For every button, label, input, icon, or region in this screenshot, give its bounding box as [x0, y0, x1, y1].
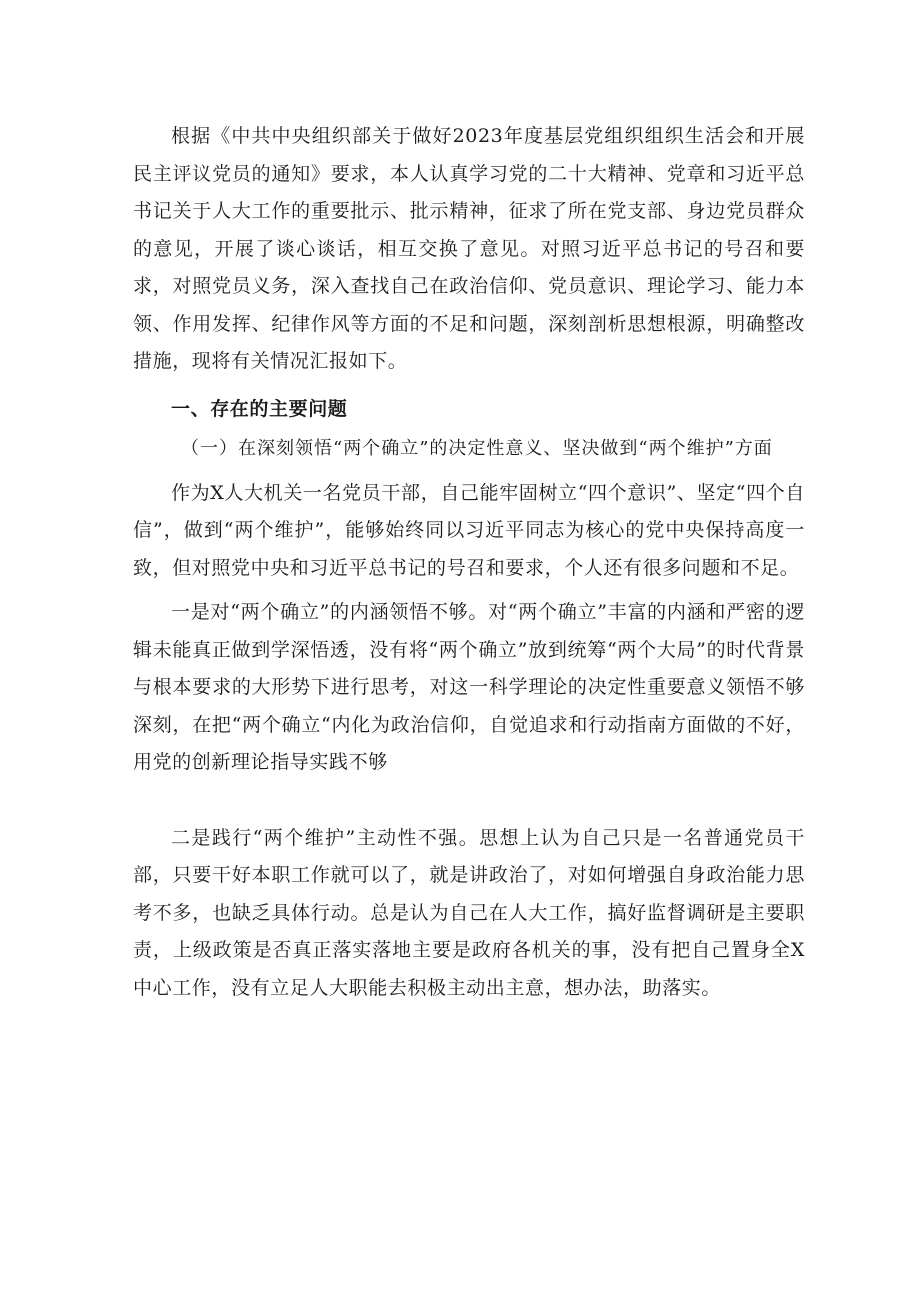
section-heading: 一、存在的主要问题	[171, 397, 348, 420]
body-paragraph-1: 作为X人大机关一名党员干部，自己能牢固树立“四个意识”、坚定“四个自信”，做到“两个维护”，能够始终同以习近平同志为核心的党中央保持高度一致，但对照党中央和习近平总书记的号召和要求，个人还有很多问题和不足。	[133, 481, 805, 579]
intro-paragraph: 根据《中共中央组织部关于做好2023年度基层党组织组织生活会和开展民主评议党员的通知》要求，本人认真学习党的二十大精神、党章和习近平总书记关于人大工作的重要批示、批示精神，征求了所在党支部、身边党员群众的意见，开展了谈心谈话，相互交换了意见。对照习近平总书记的号召和要求，对照党员义务，深入查找自己在政治信仰、党员意识、理论学习、能力本领、作用发挥、纪律作风等方面的不足和问题，深刻剖析思想根源，明确整改措施，现将有关情况汇报如下。	[133, 125, 805, 372]
body-paragraph-2: 一是对“两个确立”的内涵领悟不够。对“两个确立”丰富的内涵和严密的逻辑未能真正做到学深悟透，没有将“两个确立”放到统筹“两个大局”的时代背景与根本要求的大形势下进行思考，对这一科学理论的决定性重要意义领悟不够深刻，在把“两个确立“内化为政治信仰，自觉追求和行动指南方面做的不好，用党的创新理论指导实践不够	[133, 601, 805, 773]
document-page	[133, 118, 805, 1007]
body-paragraph-3: 二是践行“两个维护”主动性不强。思想上认为自己只是一名普通党员干部，只要干好本职工作就可以了，就是讲政治了，对如何增强自身政治能力思考不多，也缺乏具体行动。总是认为自己在人大工作，搞好监督调研是主要职责，上级政策是否真正落实落地主要是政府各机关的事，没有把自己置身全X中心工作，没有立足人大职能去积极主动出主意，想办法，助落实。	[133, 826, 805, 999]
subsection-heading: （一）在深刻领悟“两个确立”的决定性意义、坚决做到“两个维护”方面	[181, 437, 773, 459]
